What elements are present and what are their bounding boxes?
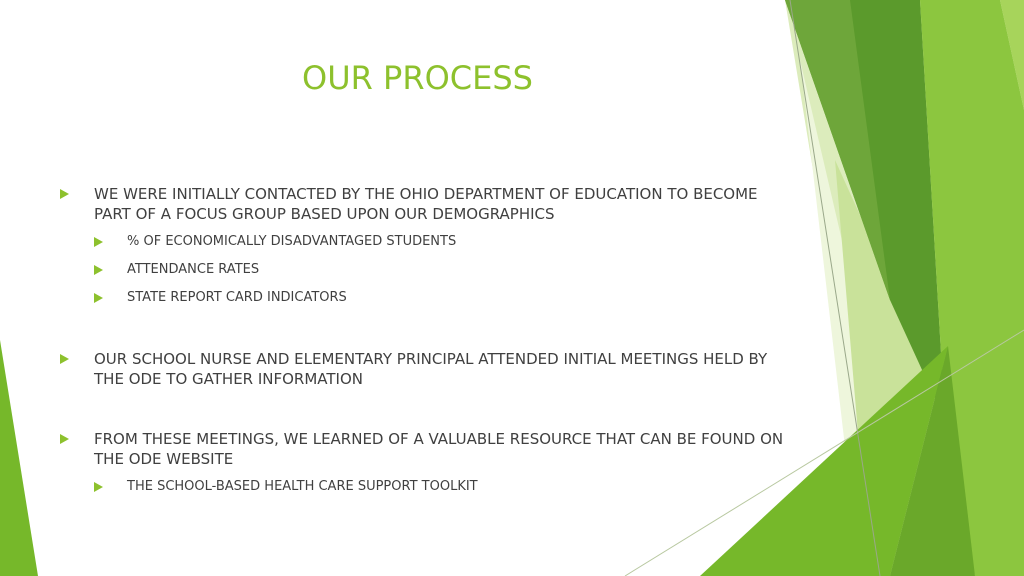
bullet-item — [60, 184, 790, 224]
slide-title: OUR PROCESS — [302, 59, 533, 97]
sub-bullet-item — [94, 478, 790, 496]
sub-bullet-arrow-icon — [94, 293, 103, 303]
bullet-item — [60, 429, 790, 469]
bullet-text: WE WERE INITIALLY CONTACTED BY THE OHIO DEPARTMENT OF EDUCATION TO BECOME PART OF A FOCUS GROUP BASED UPON OUR DEMOGRAPHICS — [94, 185, 758, 223]
sub-bullet-arrow-icon — [94, 482, 103, 492]
sub-bullet-text: THE SCHOOL-BASED HEALTH CARE SUPPORT TOOLKIT — [127, 479, 478, 494]
sub-bullet-text: ATTENDANCE RATES — [127, 262, 260, 277]
bullet-arrow-icon — [60, 189, 69, 199]
bullet-list — [60, 184, 790, 496]
sub-bullet-arrow-icon — [94, 237, 103, 247]
sub-bullet-item — [94, 261, 790, 279]
left-accent-shape — [0, 340, 38, 576]
sub-bullet-item — [94, 289, 790, 307]
bullet-item — [60, 349, 790, 389]
sub-bullet-text: STATE REPORT CARD INDICATORS — [127, 290, 347, 305]
bullet-arrow-icon — [60, 354, 69, 364]
bullet-text: OUR SCHOOL NURSE AND ELEMENTARY PRINCIPAL ATTENDED INITIAL MEETINGS HELD BY THE ODE TO GATHER INFORMATION — [94, 350, 768, 388]
bullet-arrow-icon — [60, 434, 69, 444]
sub-bullet-arrow-icon — [94, 265, 103, 275]
sub-bullet-item — [94, 233, 790, 251]
sub-bullet-text: % OF ECONOMICALLY DISADVANTAGED STUDENTS — [127, 234, 457, 249]
bullet-text: FROM THESE MEETINGS, WE LEARNED OF A VALUABLE RESOURCE THAT CAN BE FOUND ON THE ODE WEBSITE — [94, 430, 784, 468]
